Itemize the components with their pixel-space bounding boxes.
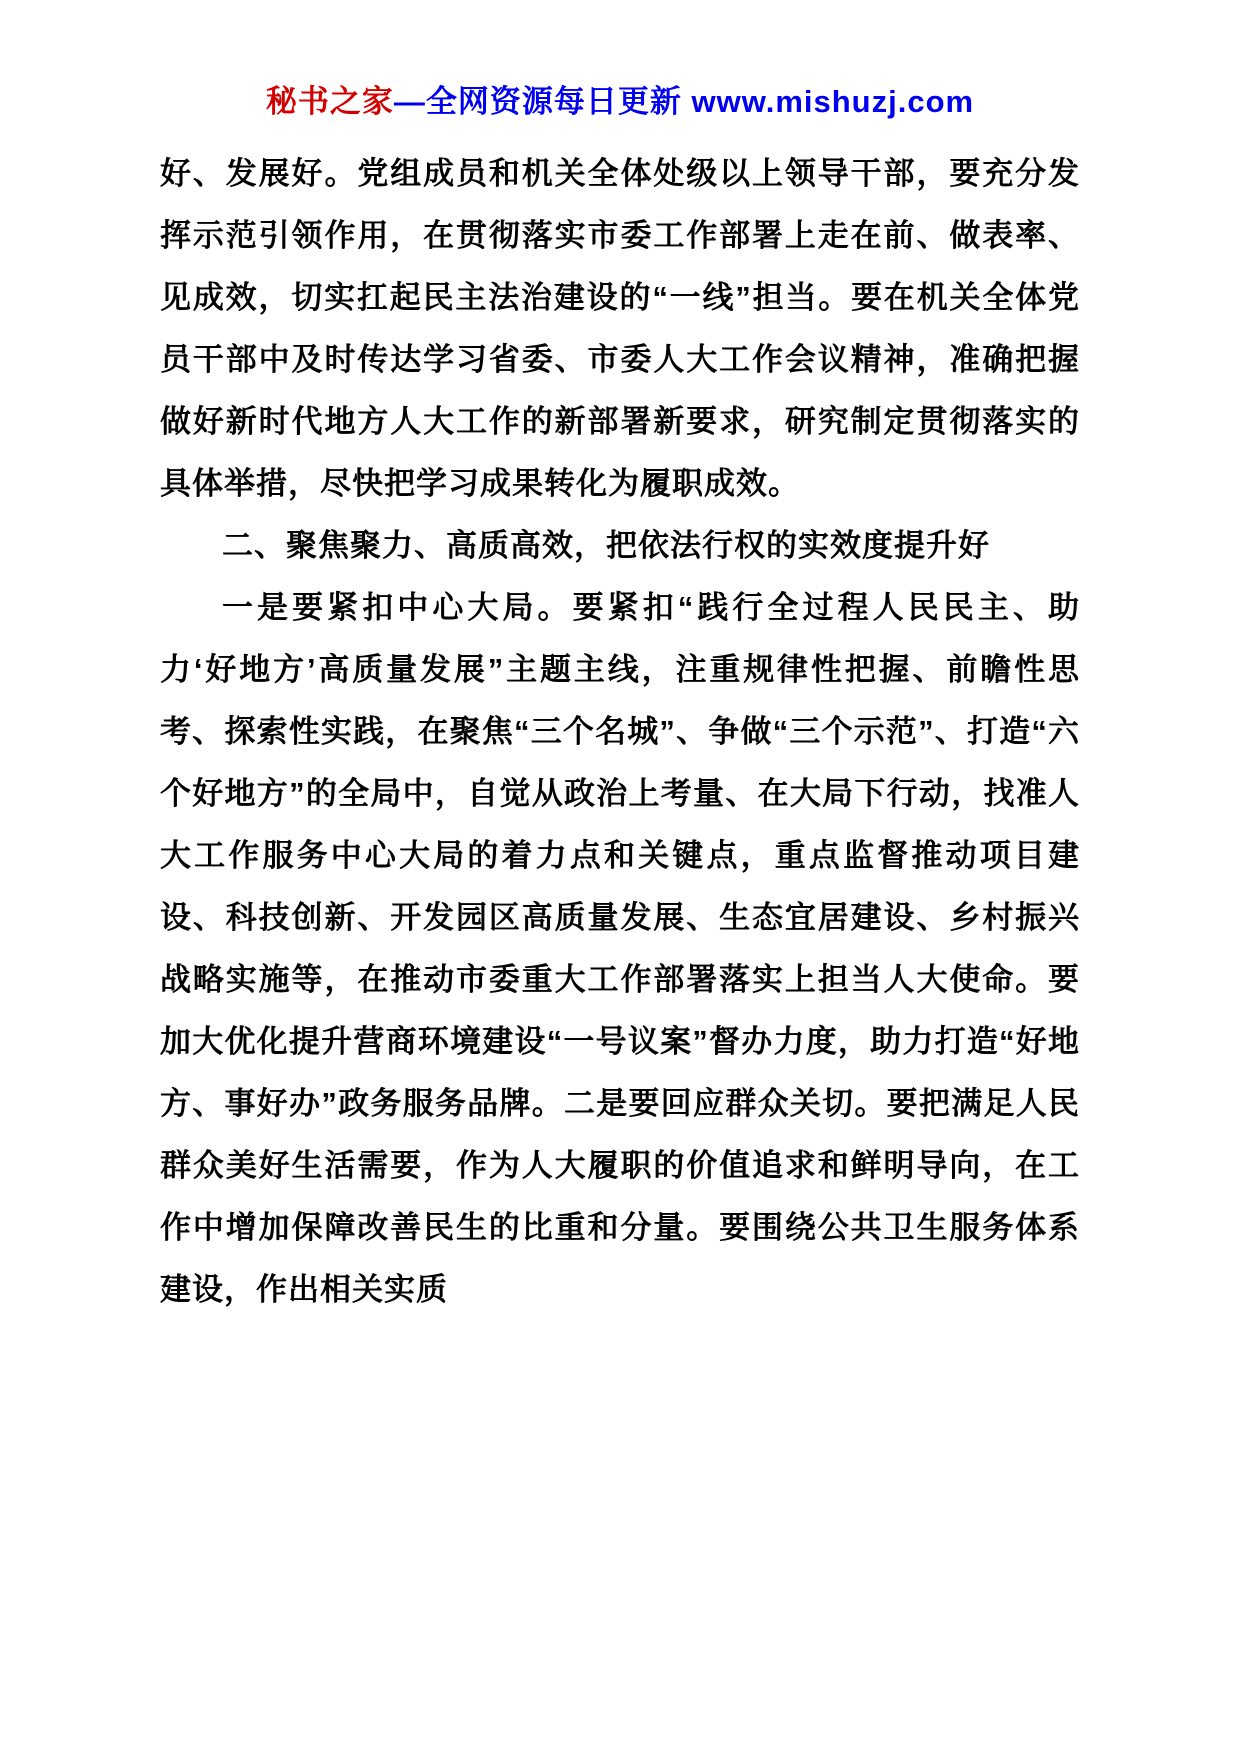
site-url-link[interactable]: www.mishuzj.com (691, 84, 975, 119)
document-body (160, 143, 1080, 1321)
paragraph-body: 一是要紧扣中心大局。要紧扣“践行全过程人民民主、助力‘好地方’高质量发展”主题主线，注重规律性把握、前瞻性思考、探索性实践，在聚焦“三个名城”、争做“三个示范”、打造“六个好地方”的全局中，自觉从政治上考量、在大局下行动，找准人大工作服务中心大局的着力点和关键点，重点监督推动项目建设、科技创新、开发园区高质量发展、生态宜居建设、乡村振兴战略实施等，在推动市委重大工作部署落实上担当人大使命。要加大优化提升营商环境建设“一号议案”督办力度，助力打造“好地方、事好办”政务服务品牌。二是要回应群众关切。要把满足人民群众美好生活需要，作为人大履职的价值追求和鲜明导向，在工作中增加保障改善民生的比重和分量。要围绕公共卫生服务体系建设，作出相关实质 (160, 590, 1080, 1307)
section-heading: 二、聚焦聚力、高质高效，把依法行权的实效度提升好 (222, 528, 990, 563)
site-header (160, 76, 1080, 121)
site-brand: 秘书之家 (265, 84, 394, 119)
paragraph-continuation: 好、发展好。党组成员和机关全体处级以上领导干部，要充分发挥示范引领作用，在贯彻落实市委工作部署上走在前、做表率、见成效，切实扛起民主法治建设的“一线”担当。要在机关全体党员干部中及时传达学习省委、市委人大工作会议精神，准确把握做好新时代地方人大工作的新部署新要求，研究制定贯彻落实的具体举措，尽快把学习成果转化为履职成效。 (160, 156, 1080, 501)
site-tagline: —全网资源每日更新 (393, 84, 692, 119)
